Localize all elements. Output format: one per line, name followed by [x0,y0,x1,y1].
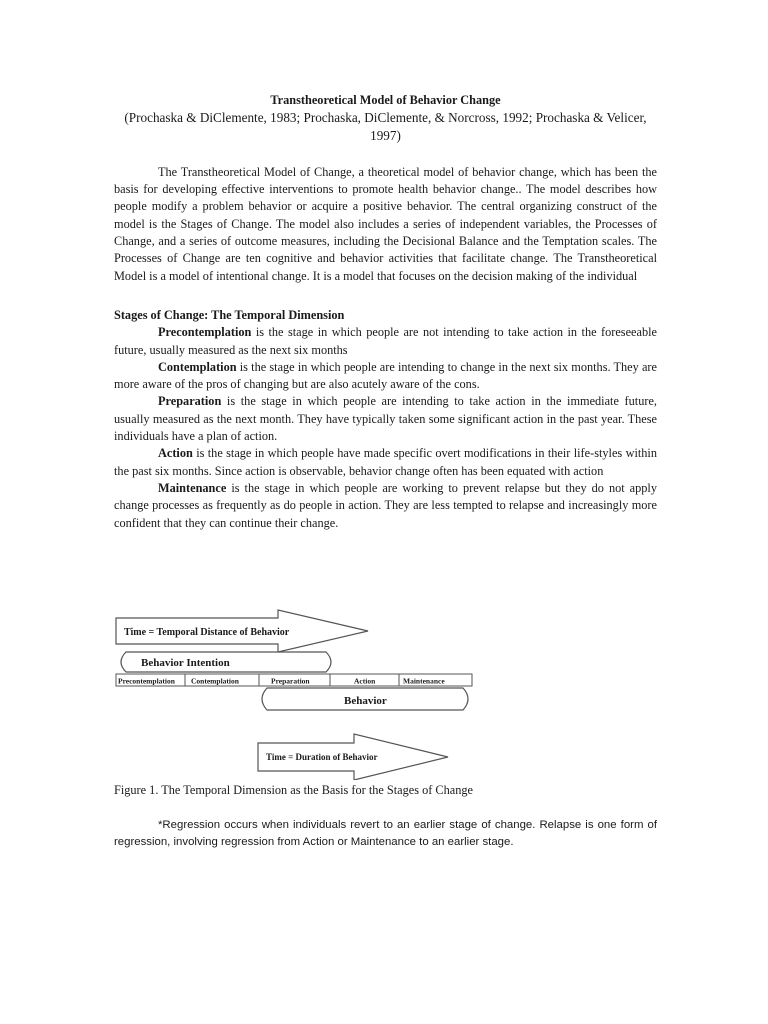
stage-description: is the stage in which people are not intending to take action in the foreseeable future, usually measured as the next six months [114,325,657,357]
document-title: Transtheoretical Model of Behavior Change [270,93,501,107]
stage-cell-contemplation: Contemplation [191,676,239,686]
stage-cell-preparation: Preparation [271,676,310,686]
stage-description: is the stage in which people are intending to take action in the immediate future, usually measured as the next month. They have typically taken some significant action in the past year. These individuals have a plan of action. [114,394,657,444]
stage-maintenance [114,480,657,532]
document-page [114,92,657,849]
regression-note: *Regression occurs when individuals revert to an earlier stage of change. Relapse is one form of regression, involving regression from Action or Maintenance to an earlier stage. [114,819,657,849]
behavior-intention-label: Behavior Intention [141,657,230,669]
stage-preparation [114,393,657,445]
stage-contemplation [114,359,657,394]
stage-term: Maintenance [158,480,227,495]
behavior-label: Behavior [344,695,387,707]
section-heading: Stages of Change: The Temporal Dimension [114,307,345,322]
stage-term: Action [158,446,193,461]
stage-description: is the stage in which people have made specific overt modifications in their life-styles within the past six months. Since action is observable, behavior change often has been equated with action [114,446,657,478]
stage-action [114,445,657,480]
stage-cell-maintenance: Maintenance [403,676,445,686]
temporal-distance-label: Time = Temporal Distance of Behavior [124,627,290,638]
stage-term: Precontemplation [158,325,252,340]
figure-diagram [114,608,657,780]
stage-cell-precontemplation: Precontemplation [118,676,175,686]
stage-cell-action: Action [354,676,376,686]
stage-description: is the stage in which people are working to prevent relapse but they do not apply change processes as frequently as do people in action. They are less tempted to relapse and increasingly more confident that they can continue their change. [114,480,657,530]
intro-paragraph: The Transtheoretical Model of Change, a theoretical model of behavior change, which has been the basis for developing effective interventions to promote health behavior change.. The model describes how people modify a problem behavior or acquire a positive behavior. The central organizing construct of the model is the Stages of Change. The model also includes a series of independent variables, the Processes of Change, and a series of outcome measures, including the Decisional Balance and the Temptation scales. The Processes of Change are ten cognitive and behavior activities that facilitate change. The Transtheoretical Model is a model of intentional change. It is a model that focuses on the decision making of the individual [114,164,657,283]
figure-caption: Figure 1. The Temporal Dimension as the Basis for the Stages of Change [114,783,473,797]
stage-precontemplation [114,324,657,359]
duration-label: Time = Duration of Behavior [266,752,378,762]
document-citation: (Prochaska & DiClemente, 1983; Prochaska, DiClemente, & Norcross, 1992; Prochaska & Velicer, 1997) [124,110,647,143]
stage-term: Contemplation [158,359,237,374]
stage-term: Preparation [158,394,222,409]
temporal-dimension-figure [114,608,657,780]
stage-description: is the stage in which people are intending to change in the next six months. They are more aware of the pros of changing but are also acutely aware of the cons. [114,359,657,392]
